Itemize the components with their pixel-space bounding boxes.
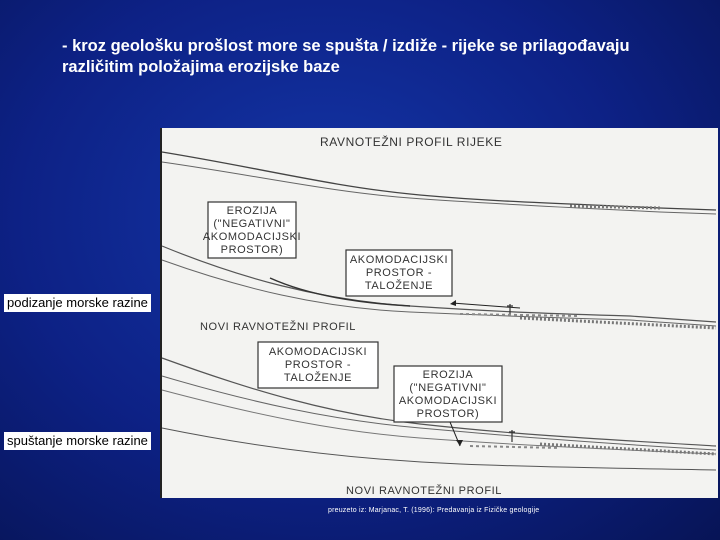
box1-line-1: EROZIJA — [226, 205, 278, 217]
title-line-2: različitim položajima erozijske baze — [62, 58, 340, 76]
box1-line-2: ("NEGATIVNI" — [213, 218, 291, 230]
new-profile-label-2: NOVI RAVNOTEŽNI PROFIL — [346, 485, 503, 497]
box4-line-3: AKOMODACIJSKI — [398, 395, 498, 407]
box1-line-3: AKOMODACIJSKI — [202, 231, 302, 243]
figure-header: RAVNOTEŽNI PROFIL RIJEKE — [320, 135, 503, 149]
new-profile-label-1: NOVI RAVNOTEŽNI PROFIL — [200, 321, 357, 333]
box4-line-1: EROZIJA — [422, 369, 474, 381]
box1-line-4: PROSTOR) — [220, 244, 284, 256]
box2-line-1: AKOMODACIJSKI — [349, 254, 449, 266]
sea-level-fall-label: spuštanje morske razine — [4, 432, 151, 450]
box2-line-3: TALOŽENJE — [364, 280, 434, 292]
box3-line-3: TALOŽENJE — [283, 372, 353, 384]
sea-level-rise-label: podizanje morske razine — [4, 294, 151, 312]
profile-diagram — [160, 128, 718, 498]
box2-line-2: PROSTOR - — [365, 267, 433, 279]
box3-line-1: AKOMODACIJSKI — [268, 346, 368, 358]
box4-line-2: ("NEGATIVNI" — [409, 382, 487, 394]
river-profile-figure — [160, 128, 718, 498]
box3-line-2: PROSTOR - — [284, 359, 352, 371]
title-line-1: - kroz geološku prošlost more se spušta / izdiže - rijeke se prilagođavaju — [62, 37, 630, 55]
source-credit: preuzeto iz: Marjanac, T. (1996): Predavanja iz Fizičke geologije — [328, 507, 540, 514]
slide-title — [62, 36, 682, 78]
box4-line-4: PROSTOR) — [416, 408, 480, 420]
